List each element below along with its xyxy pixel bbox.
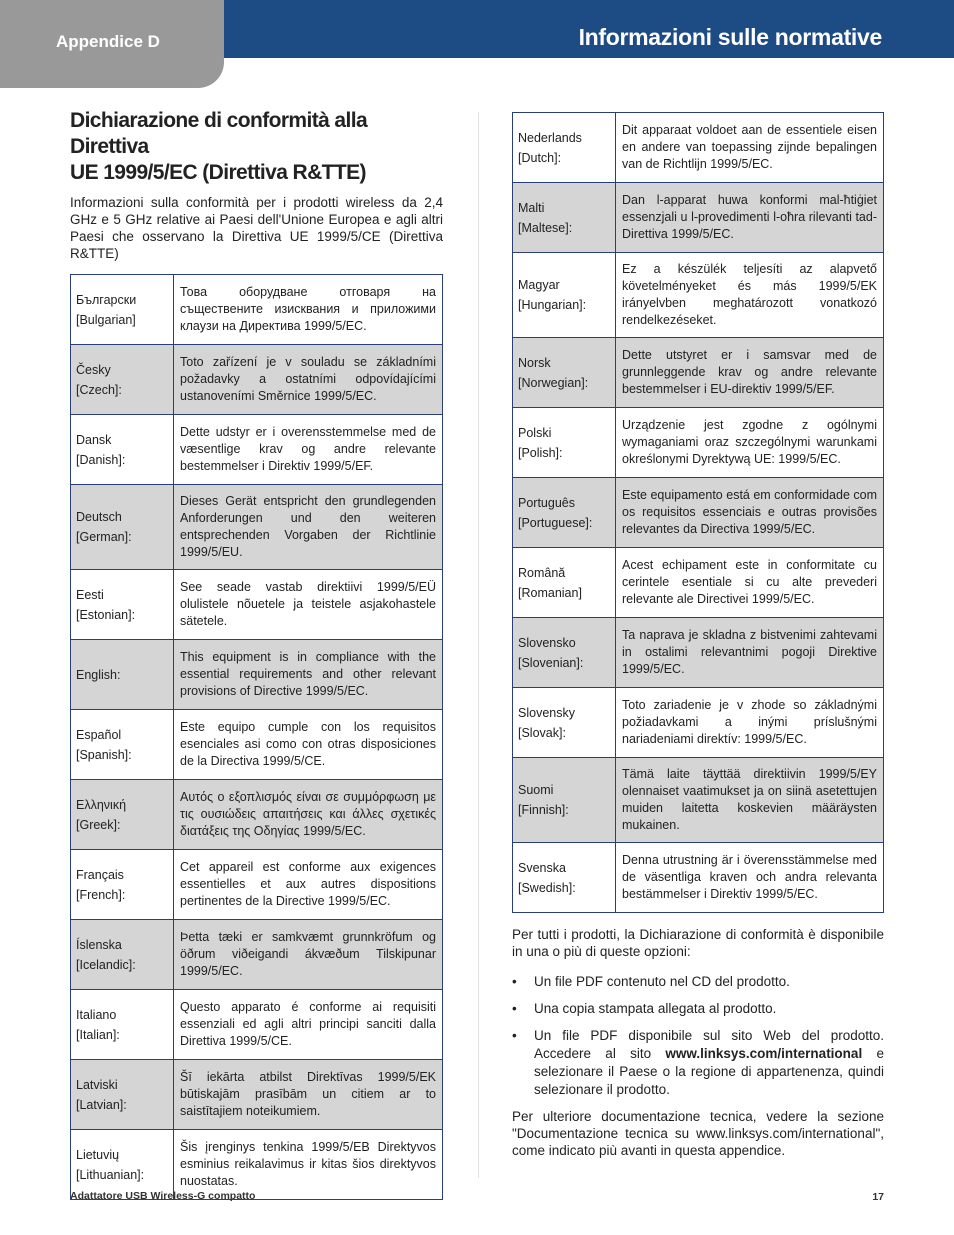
language-cell	[71, 920, 174, 990]
section-heading	[70, 108, 443, 186]
list-item-text-after: e selezionare il Paese o la regione di appartenenza, quindi selezionare il prodotto.	[534, 1046, 884, 1097]
language-name: Nederlands	[518, 130, 582, 145]
language-code: [Portuguese]:	[518, 515, 593, 530]
table-row	[71, 1130, 443, 1200]
language-name: Svenska	[518, 860, 566, 875]
compliance-table-left	[70, 274, 443, 1200]
language-cell	[513, 253, 616, 338]
language-cell	[513, 408, 616, 478]
bullet-icon: •	[512, 1028, 517, 1043]
declaration-text: Dette udstyr er i overensstemmelse med de væsentlige krav og andre relevante bestemmelser i Direktiv 1999/5/EF.	[174, 415, 443, 485]
declaration-text: Dit apparaat voldoet aan de essentiele eisen en andere van toepassing zijnde bepalingen van de Richtlijn 1999/5/EC.	[616, 113, 884, 183]
language-name: Latviski	[76, 1077, 118, 1092]
declaration-text: Este equipamento está em conformidade com os requisitos essenciais e outras provisões relevantes da Directiva 1999/5/EC.	[616, 478, 884, 548]
language-name: Magyar	[518, 278, 560, 292]
language-code: [Italian]:	[76, 1027, 120, 1042]
table-row	[71, 1060, 443, 1130]
table-row	[513, 478, 884, 548]
declaration-text: Cet appareil est conforme aux exigences essentielles et aux autres dispositions pertinentes de la Directive 1999/5/EC.	[174, 850, 443, 920]
table-row	[71, 415, 443, 485]
language-cell	[71, 275, 174, 345]
language-cell	[513, 478, 616, 548]
language-name: Français	[76, 867, 124, 882]
language-code: [Slovenian]:	[518, 655, 584, 670]
availability-paragraph: Per tutti i prodotti, la Dichiarazione di conformità è disponibile in una o più di queste opzioni:	[512, 927, 884, 959]
table-row	[513, 113, 884, 183]
language-cell	[71, 710, 174, 780]
declaration-text: This equipment is in compliance with the essential requirements and other relevant provisions of Directive 1999/5/EC.	[174, 640, 443, 710]
language-cell	[513, 548, 616, 618]
language-cell	[71, 850, 174, 920]
language-name: Português	[518, 495, 575, 510]
declaration-text: Toto zariadenie je v zhode so základnými požiadavkami a inými príslušnými nariadeniami direktív: 1999/5/EC.	[616, 688, 884, 758]
declaration-text: Þetta tæki er samkvæmt grunnkröfum og öðrum viðeigandi ákvæðum Tilskipunar 1999/5/EC.	[174, 920, 443, 990]
declaration-text: Toto zařízení je v souladu se základními požadavky a ostatními odpovídajícími ustanoveními Směrnice 1999/5/EC.	[174, 345, 443, 415]
table-row	[513, 253, 884, 338]
left-column	[70, 108, 443, 1200]
table-row	[71, 990, 443, 1060]
language-cell	[513, 183, 616, 253]
language-code: [Swedish]:	[518, 880, 576, 895]
bullet-icon: •	[512, 974, 517, 989]
section-heading-line2: UE 1999/5/EC (Direttiva R&TTE)	[70, 161, 366, 184]
language-name: Malti	[518, 200, 545, 215]
right-column	[512, 112, 884, 1159]
page-number: 17	[872, 1191, 884, 1203]
page-header-title: Informazioni sulle normative	[578, 24, 882, 50]
availability-list	[512, 973, 884, 1099]
language-code: [Lithuanian]:	[76, 1167, 145, 1182]
language-code: [Hungarian]:	[518, 298, 587, 312]
closing-paragraph: Per ulteriore documentazione tecnica, vedere la sezione "Documentazione tecnica su www.linksys.com/international", come indicato più avanti in questa appendice.	[512, 1109, 884, 1158]
list-item-text: Un file PDF contenuto nel CD del prodotto.	[534, 974, 790, 989]
language-cell	[513, 758, 616, 843]
language-cell	[71, 1130, 174, 1200]
language-code: [Romanian]	[518, 585, 582, 600]
language-name: Polski	[518, 425, 552, 440]
declaration-text: Acest echipament este in conformitate cu cerintele esentiale si cu alte prevederi relevante ale Directivei 1999/5/EC.	[616, 548, 884, 618]
language-code: [Latvian]:	[76, 1097, 127, 1112]
table-row	[71, 485, 443, 570]
appendix-label: Appendice D	[56, 32, 160, 51]
language-name: Česky	[76, 362, 111, 377]
language-cell	[71, 1060, 174, 1130]
declaration-text: Tämä laite täyttää direktiivin 1999/5/EY olennaiset vaatimukset ja on siinä asetettujen muiden laitetta koskevien määräysten mukainen.	[616, 758, 884, 843]
language-cell	[513, 618, 616, 688]
table-row	[513, 688, 884, 758]
language-cell	[71, 640, 174, 710]
table-row	[71, 710, 443, 780]
language-code: [Dutch]:	[518, 150, 562, 165]
declaration-text: Ta naprava je skladna z bistvenimi zahtevami in ostalimi relevantnimi pogoji Direktive 1999/5/EC.	[616, 618, 884, 688]
language-cell	[513, 843, 616, 913]
declaration-text: Ez a készülék teljesíti az alapvető követelményeket és más 1999/5/EK irányelvben meghatározott vonatkozó rendelkezéseket.	[616, 253, 884, 338]
declaration-text: Αυτός ο εξοπλισμός είναι σε συμμόρφωση με τις ουσιώδεις απαιτήσεις και άλλες σχετικές διατάξεις της Οδηγίας 1999/5/EC.	[174, 780, 443, 850]
list-item	[512, 973, 884, 991]
table-row	[71, 780, 443, 850]
language-code: [German]:	[76, 530, 132, 544]
language-name: Italiano	[76, 1007, 117, 1022]
table-row	[71, 920, 443, 990]
declaration-text: Šis įrenginys tenkina 1999/5/EB Direktyvos esminius reikalavimus ir kitas šios direktyvos nuostatas.	[174, 1130, 443, 1200]
bullet-icon: •	[512, 1001, 517, 1016]
language-code: [Greek]:	[76, 817, 121, 832]
intro-paragraph: Informazioni sulla conformità per i prodotti wireless da 2,4 GHz e 5 GHz relative ai Paesi dell'Unione Europea e agli altri Paesi che osservano la Direttiva UE 1999/5/CE (Direttiva R&TTE)	[70, 195, 443, 261]
language-name: Deutsch	[76, 510, 122, 524]
table-row	[513, 408, 884, 478]
list-item-text-before: Un file PDF disponibile sul sito Web del prodotto. Accedere al sito	[534, 1028, 884, 1061]
table-row	[513, 183, 884, 253]
table-row	[71, 570, 443, 640]
language-code: [Norwegian]:	[518, 375, 589, 390]
language-code: [Slovak]:	[518, 725, 566, 740]
footer-product-name: Adattatore USB Wireless-G compatto	[70, 1190, 256, 1202]
table-row	[71, 345, 443, 415]
declaration-text: Dieses Gerät entspricht den grundlegenden Anforderungen und den weiteren entsprechenden Vorgaben der Richtlinie 1999/5/EU.	[174, 485, 443, 570]
language-code: [Maltese]:	[518, 220, 573, 235]
appendix-tab	[0, 0, 224, 88]
language-name: Ελληνική	[76, 797, 127, 812]
table-row	[71, 640, 443, 710]
language-code: [Icelandic]:	[76, 957, 136, 972]
language-name: Eesti	[76, 587, 104, 602]
language-code: [Finnish]:	[518, 803, 569, 817]
language-cell	[513, 338, 616, 408]
language-code: English:	[76, 667, 121, 682]
declaration-text: Urządzenie jest zgodne z ogólnymi wymaganiami oraz szczególnymi warunkami określonymi Dyrektywą UE: 1999/5/EC.	[616, 408, 884, 478]
language-cell	[71, 780, 174, 850]
language-code: [French]:	[76, 887, 126, 902]
language-name: Dansk	[76, 432, 112, 447]
language-code: [Bulgarian]	[76, 312, 136, 327]
language-code: [Polish]:	[518, 445, 563, 460]
declaration-text: Denna utrustning är i överensstämmelse med de väsentliga kraven och andra relevanta bestämmelser i Direktiv 1999/5/EC.	[616, 843, 884, 913]
table-row	[513, 758, 884, 843]
declaration-text: Šī iekārta atbilst Direktīvas 1999/5/EK būtiskajām prasībām un citiem ar to saistītajiem noteikumiem.	[174, 1060, 443, 1130]
declaration-text: Това оборудване отговаря на съществените изисквания и приложими клаузи на Директива 1999/5/ЕС.	[174, 275, 443, 345]
declaration-text: See seade vastab direktiivi 1999/5/EÜ olulistele nõuetele ja teistele asjakohastele sätetele.	[174, 570, 443, 640]
language-cell	[71, 990, 174, 1060]
language-code: [Czech]:	[76, 382, 122, 397]
column-divider	[478, 112, 479, 1178]
language-cell	[513, 113, 616, 183]
language-cell	[513, 688, 616, 758]
table-row	[513, 548, 884, 618]
language-name: Norsk	[518, 355, 551, 370]
language-cell	[71, 485, 174, 570]
language-name: Slovensko	[518, 635, 576, 650]
language-code: [Spanish]:	[76, 747, 132, 762]
language-cell	[71, 415, 174, 485]
language-code: [Danish]:	[76, 452, 126, 467]
language-cell	[71, 570, 174, 640]
language-name: Español	[76, 727, 122, 742]
language-name: Български	[76, 292, 137, 307]
declaration-text: Dette utstyret er i samsvar med de grunnleggende krav og andre relevante bestemmelser i EU-direktiv 1999/5/EF.	[616, 338, 884, 408]
declaration-text: Questo apparato é conforme ai requisiti essenziali ed agli altri principi sanciti dalla Direttiva 1999/5/CE.	[174, 990, 443, 1060]
header-band	[222, 0, 954, 58]
table-row	[71, 850, 443, 920]
table-row	[513, 618, 884, 688]
declaration-text: Dan l-apparat huwa konformi mal-ħtiġiet essenzjali u l-provedimenti l-oħra rilevanti tad-Direttiva 1999/5/EC.	[616, 183, 884, 253]
section-heading-line1: Dichiarazione di conformità alla Direttiva	[70, 109, 368, 158]
website-link[interactable]: www.linksys.com/international	[665, 1046, 863, 1061]
table-row	[71, 275, 443, 345]
list-item	[512, 1000, 884, 1018]
compliance-table-right	[512, 112, 884, 913]
language-name: Suomi	[518, 783, 554, 797]
declaration-text: Este equipo cumple con los requisitos esenciales asi como con otras disposiciones de la Directiva 1999/5/CE.	[174, 710, 443, 780]
language-name: Slovensky	[518, 705, 575, 720]
language-name: Română	[518, 565, 566, 580]
table-row	[513, 843, 884, 913]
language-cell	[71, 345, 174, 415]
list-item-text: Una copia stampata allegata al prodotto.	[534, 1001, 777, 1016]
language-name: Íslenska	[76, 937, 122, 952]
language-name: Lietuvių	[76, 1147, 120, 1162]
table-row	[513, 338, 884, 408]
list-item	[512, 1027, 884, 1099]
language-code: [Estonian]:	[76, 607, 136, 622]
